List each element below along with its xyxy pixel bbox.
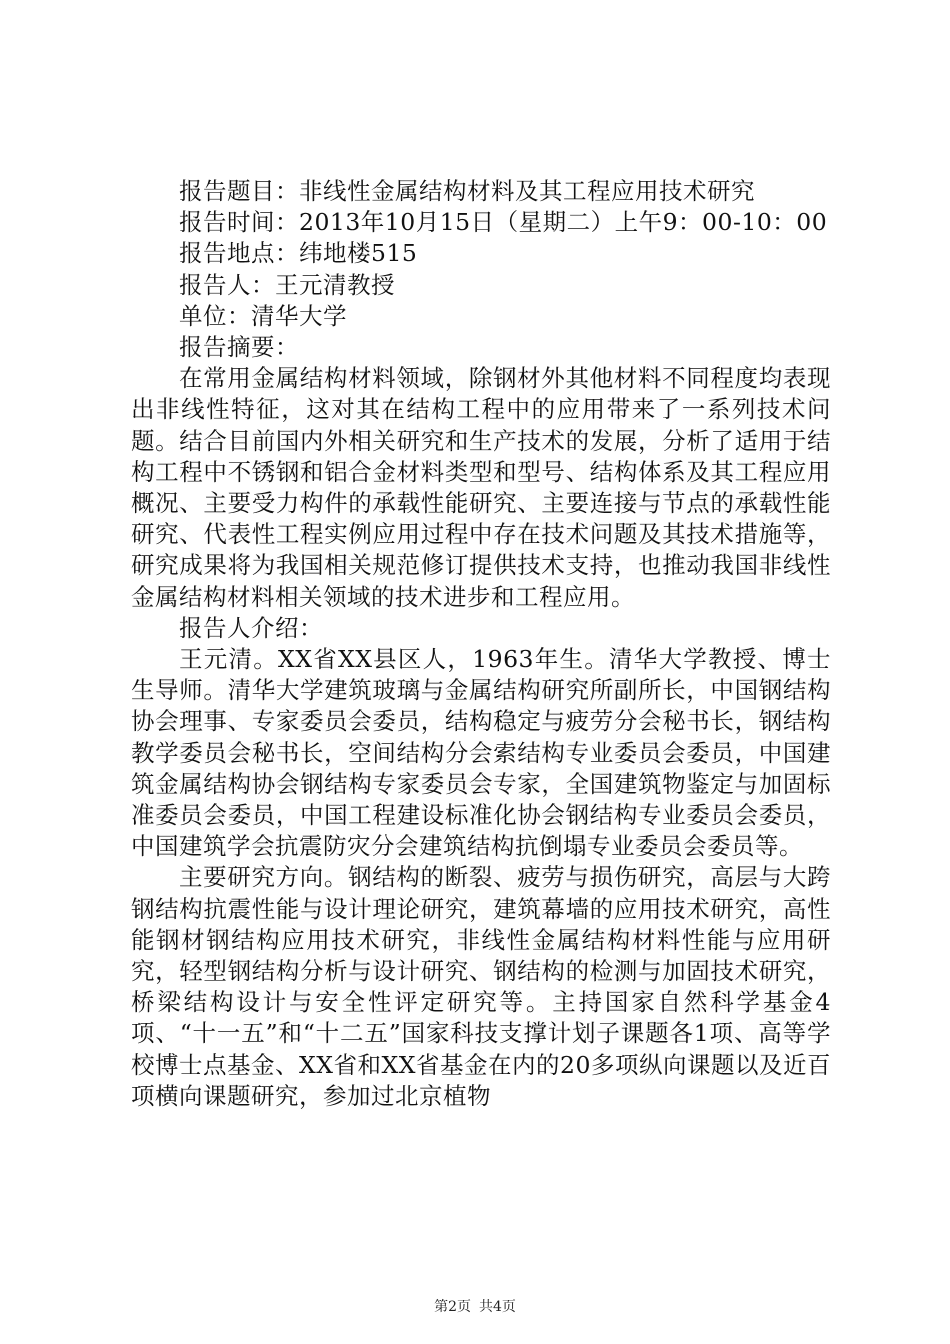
report-affiliation-line: 单位：清华大学	[179, 301, 347, 330]
document-body	[131, 176, 831, 1112]
abstract-paragraph: 在常用金属结构材料领域，除钢材外其他材料不同程度均表现出非线性特征，这对其在结构工程中的应用带来了一系列技术问题。结合目前国内外相关研究和生产技术的发展，分析了适用于结构工程中不锈钢和铝合金材料类型和型号、结构体系及其工程应用概况、主要受力构件的承载性能研究、主要连接与节点的承载性能研究、代表性工程实例应用过程中存在技术问题及其技术措施等，研究成果将为我国相关规范修订提供技术支持，也推动我国非线性金属结构材料相关领域的技术进步和工程应用。	[131, 364, 831, 611]
speaker-bio-paragraph: 王元清。XX省XX县区人，1963年生。清华大学教授、博士生导师。清华大学建筑玻璃与金属结构研究所副所长，中国钢结构协会理事、专家委员会委员，结构稳定与疲劳分会秘书长，钢结构教学委员会秘书长，空间结构分会索结构专业委员会委员，中国建筑金属结构协会钢结构专家委员会专家，全国建筑物鉴定与加固标准委员会委员，中国工程建设标准化协会钢结构专业委员会委员，中国建筑学会抗震防灾分会建筑结构抗倒塌专业委员会委员等。	[131, 645, 831, 861]
page-footer	[0, 1298, 950, 1316]
page-number: 第2页	[434, 1299, 471, 1315]
abstract-heading: 报告摘要：	[179, 333, 299, 362]
report-time-line: 报告时间：2013年10月15日（星期二）上午9：00-10：00	[179, 208, 828, 237]
speaker-intro-heading: 报告人介绍：	[179, 613, 323, 642]
report-speaker-line: 报告人：王元清教授	[179, 270, 395, 299]
research-directions-paragraph: 主要研究方向。钢结构的断裂、疲劳与损伤研究，高层与大跨钢结构抗震性能与设计理论研究，建筑幕墙的应用技术研究，高性能钢材钢结构应用技术研究，非线性金属结构材料性能与应用研究，轻型钢结构分析与设计研究、钢结构的检测与加固技术研究，桥梁结构设计与安全性评定研究等。主持国家自然科学基金4项、“十一五”和“十二五”国家科技支撑计划子课题各1项、高等学校博士点基金、XX省和XX省基金在内的20多项纵向课题以及近百项横向课题研究，参加过北京植物	[131, 863, 831, 1110]
report-location-line: 报告地点：纬地楼515	[179, 239, 418, 268]
report-title-line: 报告题目：非线性金属结构材料及其工程应用技术研究	[179, 177, 755, 205]
page-total: 共4页	[479, 1299, 516, 1315]
